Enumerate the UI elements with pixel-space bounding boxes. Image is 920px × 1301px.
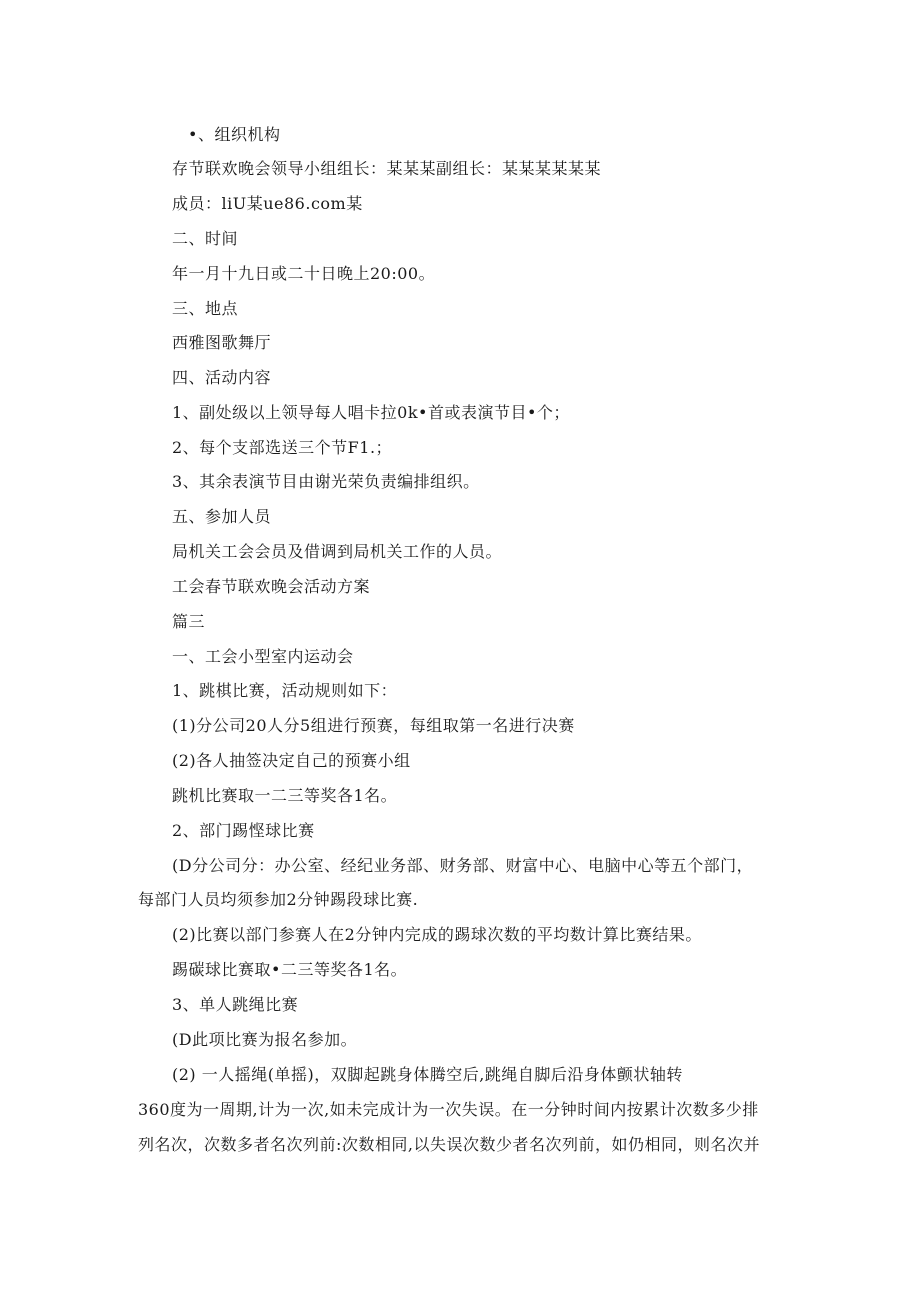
shuttlecock-awards: 踢碳球比赛取•二三等奖各1名。 [172, 960, 408, 979]
plan-title: 工会春节联欢晚会活动方案 [172, 577, 371, 596]
content-item-2: 2、每个支部选送三个节F1.； [172, 438, 393, 457]
section-heading-organization: •、组织机构 [188, 125, 281, 144]
rope-skipping-rule-1: (D此项比赛为报名参加。 [172, 1030, 358, 1049]
rope-skipping-rule-2-cont-1: 360度为一周期,计为一次,如未完成计为一次失误。在一分钟时间内按累计次数多少排 [138, 1100, 759, 1119]
checkers-awards: 跳机比赛取一二三等奖各1名。 [172, 786, 398, 805]
members-line: 成员：liU某ue86.com某 [172, 194, 363, 213]
checkers-heading: 1、跳棋比赛，活动规则如下： [172, 681, 398, 700]
content-item-1: 1、副处级以上领导每人唱卡拉0k•首或表演节目•个； [172, 403, 570, 422]
shuttlecock-rule-1: (D分公司分：办公室、经纪业务部、财务部、财富中心、电脑中心等五个部门， [172, 856, 754, 875]
time-line: 年一月十九日或二十日晚上20:00。 [172, 264, 436, 283]
sports-meet-heading: 一、工会小型室内运动会 [172, 647, 354, 666]
checkers-rule-2: (2)各人抽签决定自己的预赛小组 [172, 751, 411, 770]
part-three-heading: 篇三 [172, 612, 206, 631]
rope-skipping-rule-2-cont-2: 列名次，次数多者名次列前:次数相同,以失误次数少者名次列前，如仍相同，则名次并 [138, 1135, 760, 1154]
rope-skipping-rule-2: (2) 一人摇绳(单摇)，双脚起跳身体腾空后,跳绳自脚后沿身体颤状轴转 [172, 1065, 683, 1084]
content-item-3: 3、其余表演节目由谢光荣负责编排组织。 [172, 472, 480, 491]
shuttlecock-heading: 2、部门踢悭球比赛 [172, 821, 315, 840]
section-heading-time: 二、时间 [172, 229, 239, 248]
checkers-rule-1: (1)分公司20人分5组进行预赛，每组取第一名进行决赛 [172, 716, 575, 735]
section-heading-participants: 五、参加人员 [172, 507, 272, 526]
location-line: 西雅图歌舞厅 [172, 333, 272, 352]
section-heading-location: 三、地点 [172, 299, 239, 318]
participants-line: 局机关工会会员及借调到局机关工作的人员。 [172, 542, 503, 561]
rope-skipping-heading: 3、单人跳绳比赛 [172, 995, 299, 1014]
shuttlecock-rule-1-cont: 每部门人员均须参加2分钟踢段球比赛. [138, 890, 419, 909]
section-heading-content: 四、活动内容 [172, 368, 272, 387]
leadership-group-line: 存节联欢晚会领导小组组长：某某某副组长：某某某某某某 [172, 159, 602, 178]
shuttlecock-rule-2: (2)比赛以部门参赛人在2分钟内完成的踢球次数的平均数计算比赛结果。 [172, 925, 702, 944]
